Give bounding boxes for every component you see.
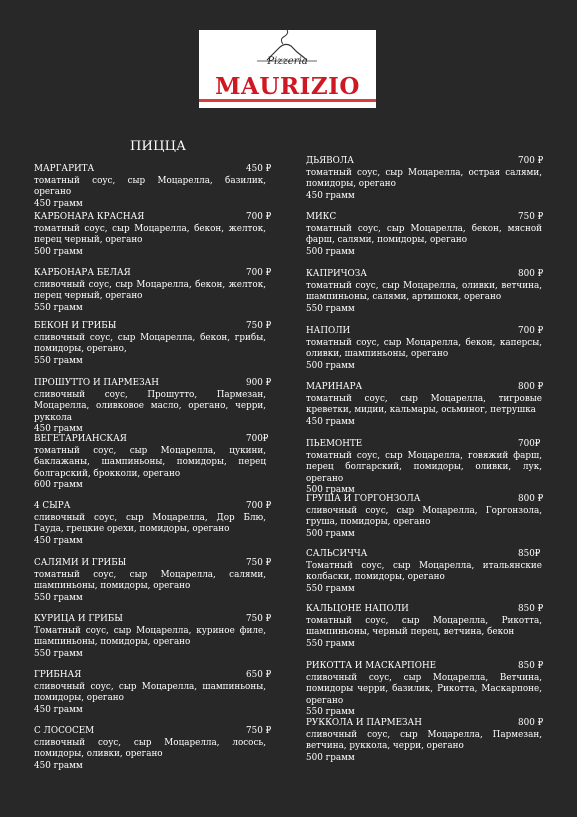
logo-name: MAURIZIO xyxy=(215,73,360,100)
pizza-price: 800 ₽ xyxy=(518,269,544,279)
pizza-name: ДЬЯВОЛА xyxy=(306,156,354,166)
menu-item-header xyxy=(306,269,542,281)
pizza-weight: 500 грамм xyxy=(34,246,83,257)
pizza-weight: 550 грамм xyxy=(34,355,83,366)
pizza-weight: 450 грамм xyxy=(34,198,83,209)
menu-item-header xyxy=(34,614,272,626)
menu-item xyxy=(306,326,542,372)
menu-item-header xyxy=(306,718,542,730)
menu-item-header xyxy=(306,549,542,561)
pizza-price: 750 ₽ xyxy=(518,212,544,222)
pizza-description: томатный соус, сыр Моцарелла, говяжий фарш, перец болгарский, помидоры, оливки, лук, орегано xyxy=(306,451,542,484)
pizza-weight: 550 грамм xyxy=(306,707,355,718)
pizza-name: ГРИБНАЯ xyxy=(34,670,82,680)
pizza-price: 850 ₽ xyxy=(518,661,544,671)
pizza-description: томатный соус, сыр Моцарелла, оливки, ветчина, шампиньоны, салями, артишоки, орегано xyxy=(306,281,542,303)
pizza-description: сливочный соус, сыр Моцарелла, бекон, грибы, помидоры, орегано, xyxy=(34,333,266,355)
menu-item-header xyxy=(34,268,272,280)
smoke-icon xyxy=(281,30,287,44)
pizza-weight: 550 грамм xyxy=(34,302,83,313)
menu-item xyxy=(34,378,272,436)
pizza-name: КАРБОНАРА БЕЛАЯ xyxy=(34,268,131,278)
pizza-price: 700 ₽ xyxy=(518,326,544,336)
menu-item-header xyxy=(306,156,542,168)
menu-item-header xyxy=(34,212,272,224)
menu-item xyxy=(306,718,542,764)
pizza-description: сливочный соус, сыр Моцарелла, лосось, помидоры, оливки, орегано xyxy=(34,738,266,760)
pizza-name: НАПОЛИ xyxy=(306,326,351,336)
menu-item-header xyxy=(34,434,269,446)
pizza-name: РУККОЛА И ПАРМЕЗАН xyxy=(306,718,422,728)
pizza-price: 700 ₽ xyxy=(246,501,272,511)
pizza-description: сливочный соус, Прошутто, Пармезан, Моцарелла, оливковое масло, орегано, черри, руккола xyxy=(34,390,266,423)
menu-item xyxy=(34,434,269,492)
pizza-name: ВЕГЕТАРИАНСКАЯ xyxy=(34,434,127,444)
pizza-weight: 500 грамм xyxy=(306,528,355,539)
pizza-weight: 450 грамм xyxy=(306,190,355,201)
pizza-name: МАРГАРИТА xyxy=(34,164,95,174)
menu-item xyxy=(34,501,272,547)
pizza-price: 750 ₽ xyxy=(246,726,272,736)
pizza-name: КАЛЬЦОНЕ НАПОЛИ xyxy=(306,604,409,614)
pizza-name: САЛЯМИ И ГРИБЫ xyxy=(34,558,127,568)
pizza-name: КАПРИЧОЗА xyxy=(306,269,367,279)
pizza-price: 700₽ xyxy=(518,439,541,449)
menu-item-header xyxy=(34,378,272,390)
pizza-weight: 550 грамм xyxy=(34,648,83,659)
menu-item-header xyxy=(306,439,542,451)
logo-subtitle: Pizzeria xyxy=(267,56,308,67)
pizza-name: МИКС xyxy=(306,212,337,222)
pizza-name: ПРОШУТТО И ПАРМЕЗАН xyxy=(34,378,159,388)
menu-item xyxy=(34,614,272,660)
pizza-name: РИКОТТА И МАСКАРПОНЕ xyxy=(306,661,437,671)
pizza-weight: 550 грамм xyxy=(306,583,355,594)
pizza-price: 700₽ xyxy=(246,434,269,444)
pizza-description: сливочный соус, сыр Моцарелла, Ветчина, помидоры черри, базилик, Рикотта, Маскарпоне, орегано xyxy=(306,673,542,706)
menu-item xyxy=(306,661,542,719)
pizza-description: томатный соус, сыр Моцарелла, тигровые креветки, мидии, кальмары, осьминог, петрушка xyxy=(306,394,542,416)
pizza-price: 750 ₽ xyxy=(246,321,272,331)
menu-item xyxy=(34,558,272,604)
pizza-price: 450 ₽ xyxy=(246,164,272,174)
pizza-price: 750 ₽ xyxy=(246,614,272,624)
pizza-weight: 500 грамм xyxy=(306,485,355,496)
menu-item xyxy=(34,268,272,314)
pizza-description: Томатный соус, сыр Моцарелла, куриное филе, шампиньоны, помидоры, орегано xyxy=(34,626,266,648)
menu-item-header xyxy=(306,494,542,506)
pizza-price: 850₽ xyxy=(518,549,541,559)
menu-item-header xyxy=(34,164,272,176)
pizza-price: 800 ₽ xyxy=(518,382,544,392)
menu-item-header xyxy=(34,321,272,333)
menu-item xyxy=(34,321,272,367)
pizza-description: томатный соус, сыр Моцарелла, бекон, каперсы, оливки, шампиньоны, орегано xyxy=(306,338,542,360)
menu-item-header xyxy=(306,661,542,673)
menu-item xyxy=(306,549,542,595)
pizza-price: 700 ₽ xyxy=(246,212,272,222)
menu-item xyxy=(306,382,542,428)
menu-item xyxy=(306,269,542,315)
menu-item xyxy=(306,494,542,540)
pizza-description: сливочный соус, сыр Моцарелла, шампиньоны, помидоры, орегано xyxy=(34,682,266,704)
pizza-weight: 450 грамм xyxy=(34,760,83,771)
menu-item xyxy=(34,212,272,258)
pizza-price: 800 ₽ xyxy=(518,494,544,504)
pizza-description: томатный соус, сыр Моцарелла, цукини, баклажаны, шампиньоны, помидоры, перец болгарский, брокколи, орегано xyxy=(34,446,266,479)
pizza-weight: 450 грамм xyxy=(306,416,355,427)
menu-item-header xyxy=(34,501,272,513)
pizza-weight: 450 грамм xyxy=(34,424,83,435)
pizza-weight: 450 грамм xyxy=(34,535,83,546)
pizza-name: С ЛОСОСЕМ xyxy=(34,726,95,736)
menu-item xyxy=(34,670,272,716)
pizza-price: 700 ₽ xyxy=(518,156,544,166)
section-title: ПИЦЦА xyxy=(130,139,187,154)
pizza-description: Томатный соус, сыр Моцарелла, итальянские колбаски, помидоры, орегано xyxy=(306,561,542,583)
pizza-name: ПЬЕМОНТЕ xyxy=(306,439,363,449)
menu-item xyxy=(306,604,542,650)
pizza-weight: 500 грамм xyxy=(306,360,355,371)
menu-item xyxy=(34,164,272,210)
pizza-name: ГРУША И ГОРГОНЗОЛА xyxy=(306,494,421,504)
pizza-weight: 600 грамм xyxy=(34,480,83,491)
pizza-name: МАРИНАРА xyxy=(306,382,363,392)
pizza-description: томатный соус, сыр Моцарелла, базилик, орегано xyxy=(34,176,266,198)
pizza-description: сливочный соус, сыр Моцарелла, бекон, желток, перец черный, орегано xyxy=(34,280,266,302)
pizzeria-logo xyxy=(199,30,376,108)
pizza-description: сливочный соус, сыр Моцарелла, Горгонзола, груша, помидоры, орегано xyxy=(306,506,542,528)
pizza-weight: 550 грамм xyxy=(306,638,355,649)
menu-item-header xyxy=(34,670,272,682)
pizza-price: 750 ₽ xyxy=(246,558,272,568)
pizza-name: КУРИЦА И ГРИБЫ xyxy=(34,614,123,624)
pizza-name: БЕКОН И ГРИБЫ xyxy=(34,321,117,331)
pizza-weight: 450 грамм xyxy=(34,704,83,715)
pizza-weight: 500 грамм xyxy=(306,246,355,257)
pizza-description: томатный соус, сыр Моцарелла, Рикотта, шампиньоны, черный перец, ветчина, бекон xyxy=(306,616,542,638)
pizza-description: томатный соус, сыр Моцарелла, бекон, мясной фарш, салями, помидоры, орегано xyxy=(306,224,542,246)
menu-item-header xyxy=(306,212,542,224)
pizza-name: КАРБОНАРА КРАСНАЯ xyxy=(34,212,145,222)
pizza-description: томатный соус, сыр Моцарелла, салями, шампиньоны, помидоры, орегано xyxy=(34,570,266,592)
menu-item-header xyxy=(306,326,542,338)
pizza-description: томатный соус, сыр Моцарелла, острая салями, помидоры, орегано xyxy=(306,168,542,190)
pizza-description: сливочный соус, сыр Моцарелла, Пармезан, ветчина, руккола, черри, орегано xyxy=(306,730,542,752)
pizza-weight: 550 грамм xyxy=(306,303,355,314)
pizza-price: 650 ₽ xyxy=(246,670,272,680)
menu-item-header xyxy=(34,558,272,570)
pizza-weight: 500 грамм xyxy=(306,752,355,763)
pizza-weight: 550 грамм xyxy=(34,592,83,603)
pizza-name: 4 СЫРА xyxy=(34,501,71,511)
pizza-price: 850 ₽ xyxy=(518,604,544,614)
menu-item xyxy=(34,726,272,772)
menu-item xyxy=(306,156,542,202)
menu-item xyxy=(306,439,542,497)
menu-item-header xyxy=(34,726,272,738)
pizza-description: томатный соус, сыр Моцарелла, бекон, желток, перец черный, орегано xyxy=(34,224,266,246)
menu-item-header xyxy=(306,382,542,394)
pizza-name: САЛЬСИЧЧА xyxy=(306,549,368,559)
pizza-price: 700 ₽ xyxy=(246,268,272,278)
pizza-description: сливочный соус, сыр Моцарелла, Дор Блю, Гауда, грецкие орехи, помидоры, орегано xyxy=(34,513,266,535)
pizza-price: 900 ₽ xyxy=(246,378,272,388)
menu-item xyxy=(306,212,542,258)
pizza-price: 800 ₽ xyxy=(518,718,544,728)
menu-item-header xyxy=(306,604,542,616)
